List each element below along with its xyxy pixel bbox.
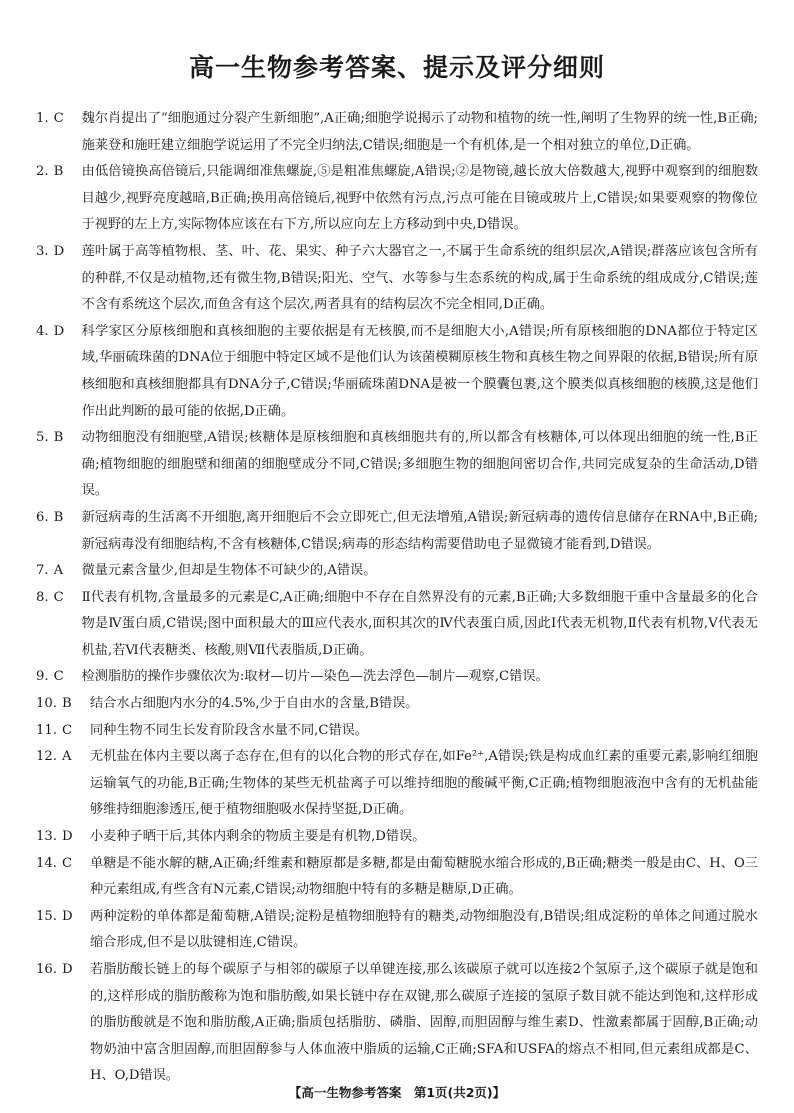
answer-item xyxy=(36,904,758,957)
question-number xyxy=(36,558,82,585)
answer-item xyxy=(36,319,758,425)
question-number xyxy=(36,904,90,957)
question-number xyxy=(36,159,82,239)
answer-explanation: 无机盐在体内主要以离子态存在,但有的以化合物的形式存在,如Fe²⁺,A错误;铁是构成血红素的重要元素,影响红细胞运输氧气的功能,B正确;生物体的某些无机盐离子可以维持细胞的酸碱平衡,C正确;植物细胞液泡中含有的无机盐能够维持细胞渗透压,便于植物细胞吸水保持坚挺,D正确。 xyxy=(89,749,758,818)
answer-letter: C xyxy=(61,722,73,738)
answer-explanation: 新冠病毒的生活离不开细胞,离开细胞后不会立即死亡,但无法增殖,A错误;新冠病毒的遗传信息储存在RNA中,B正确;新冠病毒没有细胞结构,不含有核糖体,C错误;病毒的形态结构需要借助电子显微镜才能看到,D错误。 xyxy=(81,509,758,552)
answer-explanation: 检测脂肪的操作步骤依次为:取材—切片—染色—洗去浮色—制片—观察,C错误。 xyxy=(81,669,549,685)
answer-item xyxy=(36,851,758,904)
answer-letter: D xyxy=(53,323,65,339)
answer-letter: D xyxy=(53,243,65,259)
question-number xyxy=(36,106,82,159)
answer-item xyxy=(36,106,758,159)
question-number xyxy=(36,505,82,558)
answer-explanation: 若脂肪酸长链上的每个碳原子与相邻的碳原子以单键连接,那么该碳原子就可以连接2个氢原子,这个碳原子就是饱和的,这样形成的脂肪酸称为饱和脂肪酸,如果长链中存在双键,那么碳原子连接的氢原子数目就不能达到饱和,这样形成的脂肪酸就是不饱和脂肪酸,A正确;脂质包括脂肪、磷脂、固醇,而胆固醇与维生素D、性激素都属于固醇,B正确;动物奶油中富含胆固醇,而胆固醇参与人体血液中脂质的运输,C正确;SFA和USFA的熔点不相同,但元素组成都是C、H、O,D错误。 xyxy=(89,962,758,1084)
page-title: 高一生物参考答案、提示及评分细则 xyxy=(188,53,605,82)
question-number xyxy=(36,824,90,851)
answer-item xyxy=(36,691,758,718)
question-index: 11. xyxy=(36,722,57,738)
question-number xyxy=(36,691,90,718)
answer-item xyxy=(36,505,758,558)
question-index: 13. xyxy=(36,829,57,845)
answer-explanation: Ⅱ代表有机物,含量最多的元素是C,A正确;细胞中不存在自然界没有的元素,B正确;大多数细胞干重中含量最多的化合物是Ⅳ蛋白质,C错误;图中面积最大的Ⅲ应代表水,面积其次的Ⅳ代表蛋白质,因此Ⅰ代表无机物,Ⅱ代表有机物,Ⅴ代表无机盐,若Ⅵ代表糖类、核酸,则Ⅶ代表脂质,D正确。 xyxy=(81,589,758,658)
answer-item xyxy=(36,718,758,745)
question-index: 9. xyxy=(36,669,49,685)
answer-item xyxy=(36,664,758,691)
answer-letter: C xyxy=(53,589,64,605)
question-index: 3. xyxy=(36,243,49,259)
question-index: 4. xyxy=(36,323,49,339)
question-index: 8. xyxy=(36,589,49,605)
answer-letter: D xyxy=(61,908,73,924)
answer-letter: C xyxy=(53,669,64,685)
question-index: 15. xyxy=(36,908,57,924)
answer-letter: B xyxy=(61,696,72,712)
answer-letter: A xyxy=(53,563,64,579)
question-number xyxy=(36,718,90,745)
answer-letter: C xyxy=(61,855,73,871)
question-number xyxy=(36,585,82,665)
answer-explanation: 同种生物不同生长发育阶段含水量不同,C错误。 xyxy=(89,722,369,738)
answer-explanation: 小麦种子晒干后,其体内剩余的物质主要是有机物,D错误。 xyxy=(89,829,426,845)
answer-item xyxy=(36,159,758,239)
answer-letter: D xyxy=(61,829,73,845)
question-number xyxy=(36,744,90,824)
answer-item xyxy=(36,425,758,505)
answer-item xyxy=(36,744,758,824)
page-footer: 【高一生物参考答案 第1页(共2页)】 xyxy=(288,1085,506,1100)
answer-explanation: 莲叶属于高等植物根、茎、叶、花、果实、种子六大器官之一,不属于生命系统的组织层次,A错误;群落应该包含所有的种群,不仅是动植物,还有微生物,B错误;阳光、空气、水等参与生态系统的构成,属于生命系统的组成成分,C错误;莲不含有系统这个层次,而鱼含有这个层次,两者具有的结构层次不完全相同,D正确。 xyxy=(81,243,758,313)
question-index: 10. xyxy=(36,696,57,712)
answer-letter: A xyxy=(61,749,72,765)
question-index: 5. xyxy=(36,430,49,446)
answer-explanation: 单糖是不能水解的糖,A正确;纤维素和糖原都是多糖,都是由葡萄糖脱水缩合形成的,B正确;糖类一般是由C、H、O三种元素组成,有些含有N元素,C错误;动物细胞中特有的多糖是糖原,D正确。 xyxy=(89,855,758,898)
answer-explanation: 微量元素含量少,但却是生物体不可缺少的,A错误。 xyxy=(81,563,377,579)
question-index: 16. xyxy=(36,962,57,977)
answer-explanation: 由低倍镜换高倍镜后,只能调细准焦螺旋,⑤是粗准焦螺旋,A错误;②是物镜,越长放大倍数越大,视野中观察到的细胞数目越少,视野亮度越暗,B正确;换用高倍镜后,视野中依然有污点,污点可能在目镜或玻片上,C错误;如果要观察的物像位于视野的左上方,实际物体应该在右下方,所以应向左上方移动到中央,D错误。 xyxy=(81,164,759,233)
question-index: 1. xyxy=(36,111,49,126)
answer-letter: B xyxy=(53,509,64,525)
answer-item xyxy=(36,824,758,851)
question-index: 12. xyxy=(36,749,57,765)
question-number xyxy=(36,851,90,904)
answer-letter: B xyxy=(53,164,64,180)
answer-explanation: 动物细胞没有细胞壁,A错误;核糖体是原核细胞和真核细胞共有的,所以都含有核糖体,可以体现出细胞的统一性,B正确;植物细胞的细胞壁和细菌的细胞壁成分不同,C错误;多细胞生物的细胞间密切合作,共同完成复杂的生命活动,D错误。 xyxy=(81,430,758,499)
answer-item xyxy=(36,957,758,1090)
question-number xyxy=(36,957,90,1090)
answer-item xyxy=(36,585,758,665)
answer-list xyxy=(36,106,758,1090)
question-index: 14. xyxy=(36,855,57,871)
question-index: 7. xyxy=(36,563,49,579)
question-number xyxy=(36,239,82,319)
question-number xyxy=(36,425,82,505)
answer-explanation: 科学家区分原核细胞和真核细胞的主要依据是有无核膜,而不是细胞大小,A错误;所有原核细胞的DNA都位于特定区域,华丽硫珠菌的DNA位于细胞中特定区域不是他们认为该菌模糊原核生物和真核生物之间界限的依据,B错误;所有原核细胞和真核细胞都具有DNA分子,C错误;华丽硫珠菌DNA是被一个膜囊包裹,这个膜类似真核细胞的核膜,这是他们作出此判断的最可能的依据,D正确。 xyxy=(81,323,758,419)
answer-explanation: 结合水占细胞内水分的4.5%,少于自由水的含量,B错误。 xyxy=(89,696,419,712)
answer-letter: D xyxy=(61,962,73,977)
question-number xyxy=(36,319,82,425)
answer-item xyxy=(36,239,758,319)
answer-explanation: 魏尔肖提出了“细胞通过分裂产生新细胞”,A正确;细胞学说揭示了动物和植物的统一性,阐明了生物界的统一性,B正确;施莱登和施旺建立细胞学说运用了不完全归纳法,C错误;细胞是一个有机体,是一个相对独立的单位,D正确。 xyxy=(81,111,758,153)
question-index: 2. xyxy=(36,164,49,180)
answer-item xyxy=(36,558,758,585)
answer-letter: B xyxy=(53,430,64,446)
question-number xyxy=(36,664,82,691)
answer-explanation: 两种淀粉的单体都是葡萄糖,A错误;淀粉是植物细胞特有的糖类,动物细胞没有,B错误;组成淀粉的单体之间通过脱水缩合形成,但不是以肽键相连,C错误。 xyxy=(89,908,758,951)
question-index: 6. xyxy=(36,509,49,525)
answer-letter: C xyxy=(53,111,64,126)
